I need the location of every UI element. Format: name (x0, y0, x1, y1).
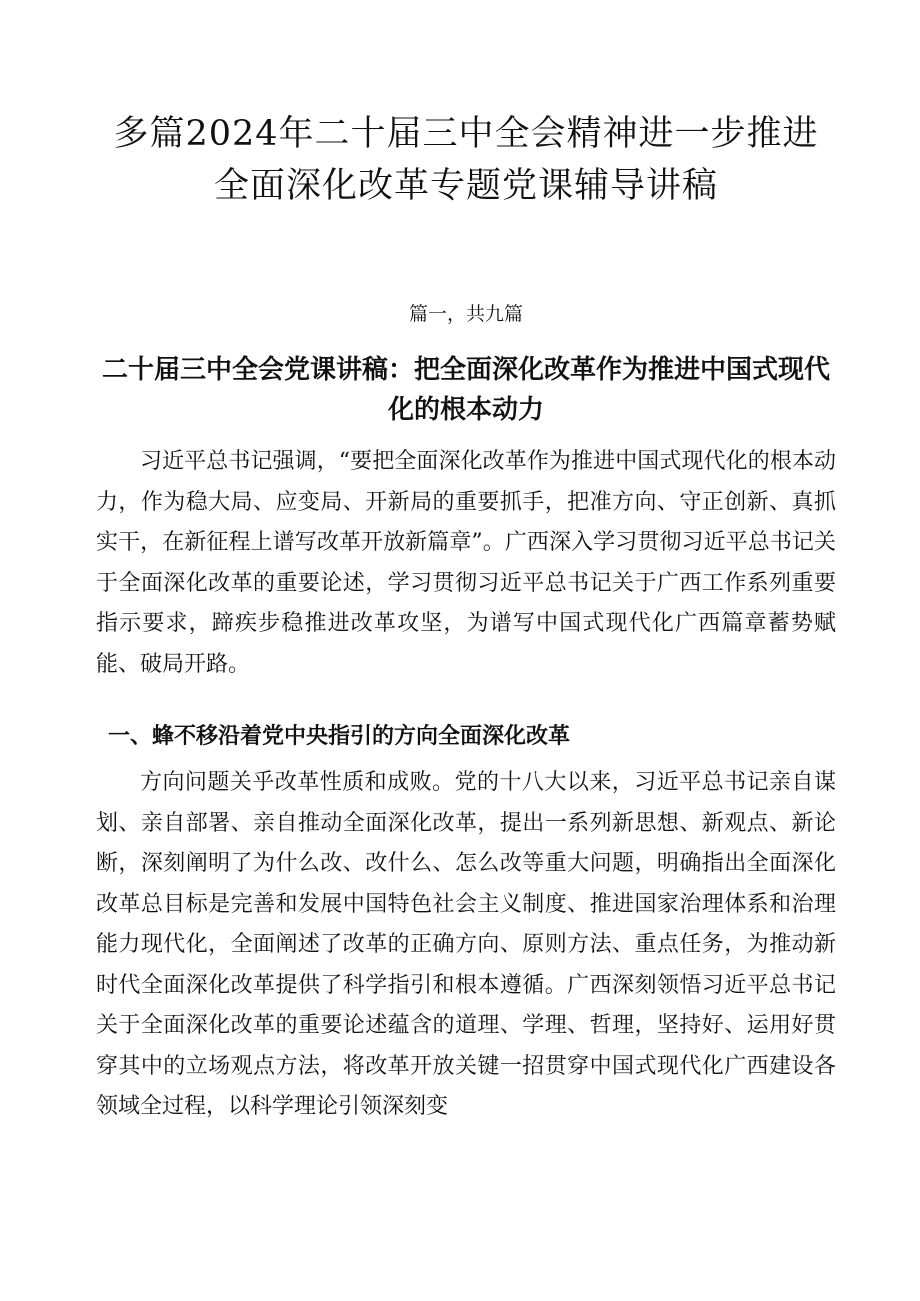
document-title: 多篇2024年二十届三中全会精神进一步推进全面深化改革专题党课辅导讲稿 (113, 114, 819, 206)
intro-paragraph: 习近平总书记强调，“要把全面深化改革作为推进中国式现代化的根本动力，作为稳大局、应变局、开新局的重要抓手，把准方向、守正创新、真抓实干，在新征程上谱写改革开放新篇章”。广西深入学习贯彻习近平总书记关于全面深化改革的重要论述，学习贯彻习近平总书记关于广西工作系列重要指示要求，蹄疾步稳推进改革攻坚，为谱写中国式现代化广西篇章蓄势赋能、破局开路。 (96, 449, 836, 677)
section-paragraph: 方向问题关乎改革性质和成败。党的十八大以来，习近平总书记亲自谋划、亲自部署、亲自推动全面深化改革，提出一系列新思想、新观点、新论断，深刻阐明了为什么改、改什么、怎么改等重大问题，明确指出全面深化改革总目标是完善和发展中国特色社会主义制度、推进国家治理体系和治理能力现代化，全面阐述了改革的正确方向、原则方法、重点任务，为推动新时代全面深化改革提供了科学指引和根本遵循。广西深刻领悟习近平总书记关于全面深化改革的重要论述蕴含的道理、学理、哲理，坚持好、运用好贯穿其中的立场观点方法，将改革开放关键一招贯穿中国式现代化广西建设各领域全过程，以科学理论引领深刻变 (96, 770, 836, 1119)
part-label: 篇一，共九篇 (408, 303, 523, 325)
article-title: 二十届三中全会党课讲稿：把全面深化改革作为推进中国式现代化的根本动力 (101, 355, 830, 425)
section-heading-1: 一、蜂不移沿着党中央指引的方向全面深化改革 (108, 724, 571, 749)
